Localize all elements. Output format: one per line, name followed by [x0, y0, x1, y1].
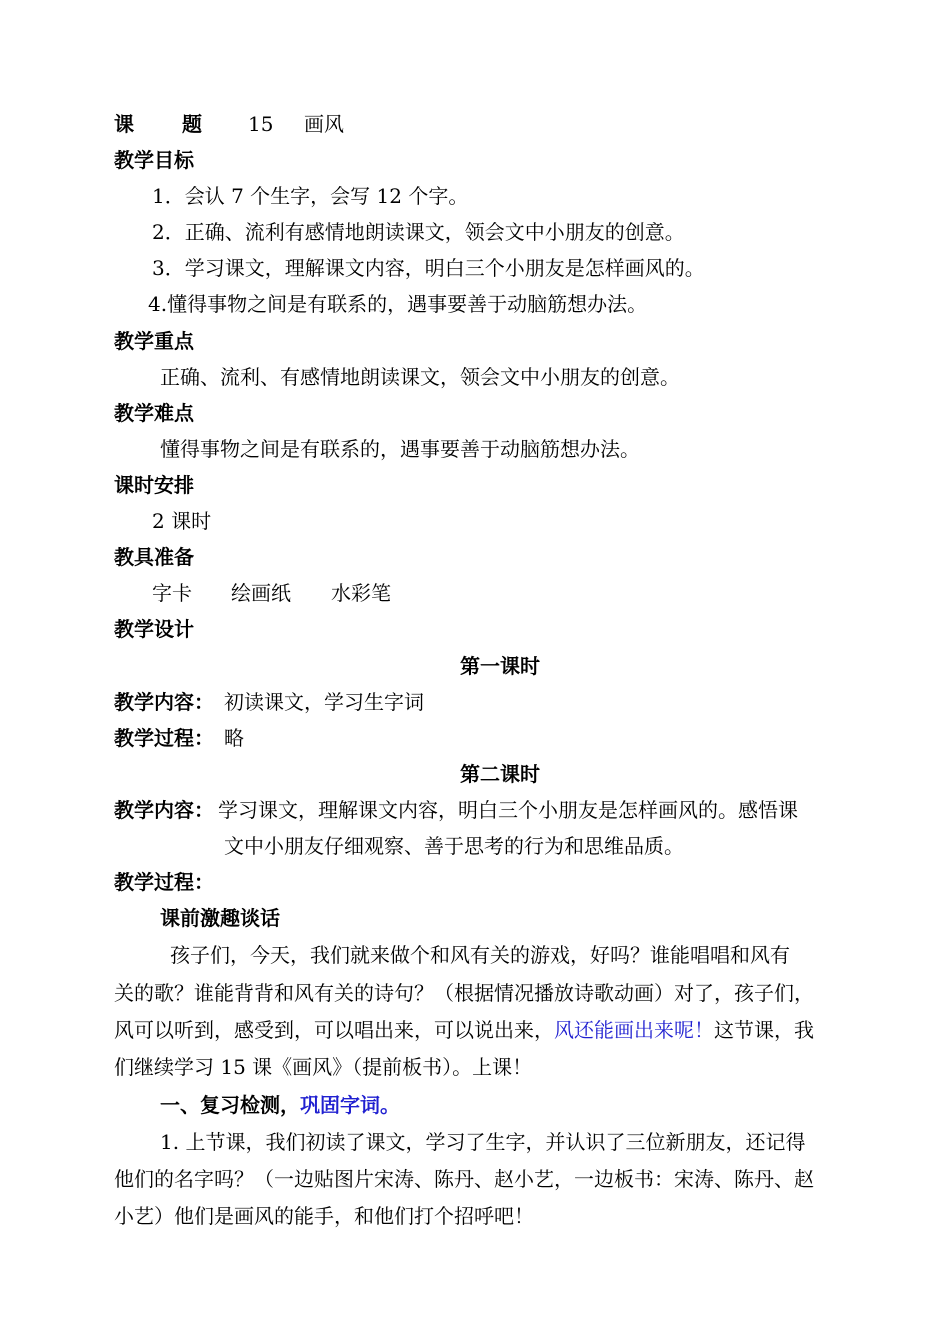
- difficulties-text: 懂得事物之间是有联系的，遇事要善于动脑筋想办法。: [160, 437, 640, 461]
- design-heading: 教学设计: [114, 617, 194, 641]
- lesson2-title: 第二课时: [460, 762, 540, 786]
- objective-item: 2．正确、流利有感情地朗读课文，领会文中小朋友的创意。: [152, 220, 685, 244]
- intro-paragraph-line: 孩子们，今天，我们就来做个和风有关的游戏，好吗？谁能唱唱和风有: [170, 943, 790, 967]
- objective-item: 1．会认 7 个生字，会写 12 个字。: [152, 184, 469, 208]
- lesson-name: 画风: [304, 112, 344, 136]
- section1-heading: [160, 1091, 400, 1119]
- lesson1-title: 第一课时: [460, 654, 540, 678]
- intro-text: 风可以听到，感受到，可以唱出来，可以说出来，: [114, 1018, 554, 1042]
- schedule-heading: 课时安排: [114, 473, 194, 497]
- key-points-heading: 教学重点: [114, 329, 194, 353]
- objective-item: 4.懂得事物之间是有联系的，遇事要善于动脑筋想办法。: [148, 292, 648, 316]
- material-item: 水彩笔: [331, 581, 391, 605]
- intro-text: 这节课，我: [714, 1018, 814, 1042]
- section1-paragraph-line: 1. 上节课，我们初读了课文，学习了生字，并认识了三位新朋友，还记得: [160, 1130, 806, 1154]
- materials-heading: 教具准备: [114, 545, 194, 569]
- lesson1-process-label: 教学过程：: [114, 726, 214, 750]
- intro-paragraph-line: [114, 1016, 814, 1044]
- objectives-heading: 教学目标: [114, 148, 194, 172]
- section1-paragraph-line: 他们的名字吗？（一边贴图片宋涛、陈丹、赵小艺，一边板书：宋涛、陈丹、赵: [114, 1167, 814, 1191]
- intro-paragraph-line: 们继续学习 15 课《画风》（提前板书）。上课！: [114, 1055, 533, 1079]
- objective-item: 3．学习课文，理解课文内容，明白三个小朋友是怎样画风的。: [152, 256, 705, 280]
- lesson1-content-label: 教学内容：: [114, 690, 214, 714]
- material-item: 字卡: [152, 581, 192, 605]
- section1-heading-text: 一、复习检测，: [160, 1093, 300, 1117]
- lesson2-content-line: 文中小朋友仔细观察、善于思考的行为和思维品质。: [224, 834, 684, 858]
- title-label-ti: 题: [182, 112, 202, 136]
- lesson2-content-label: 教学内容：: [114, 798, 214, 822]
- material-item: 绘画纸: [231, 581, 291, 605]
- intro-paragraph-line: 关的歌？谁能背背和风有关的诗句？（根据情况播放诗歌动画）对了，孩子们，: [114, 981, 814, 1005]
- intro-heading: 课前激趣谈话: [160, 906, 280, 930]
- section1-heading-highlight: 巩固字词。: [300, 1093, 400, 1117]
- difficulties-heading: 教学难点: [114, 401, 194, 425]
- lesson1-content: 初读课文，学习生字词: [224, 690, 424, 714]
- lesson2-process-label: 教学过程：: [114, 870, 214, 894]
- key-points-text: 正确、流利、有感情地朗读课文，领会文中小朋友的创意。: [160, 365, 680, 389]
- intro-highlight: 风还能画出来呢！: [554, 1018, 714, 1042]
- schedule-text: 2 课时: [152, 509, 212, 533]
- title-label-ke: 课: [114, 112, 134, 136]
- lesson1-process: 略: [224, 726, 244, 750]
- lesson-number: 15: [248, 112, 274, 136]
- lesson2-content-line: 学习课文，理解课文内容，明白三个小朋友是怎样画风的。感悟课: [218, 798, 798, 822]
- section1-paragraph-line: 小艺）他们是画风的能手，和他们打个招呼吧！: [114, 1204, 534, 1228]
